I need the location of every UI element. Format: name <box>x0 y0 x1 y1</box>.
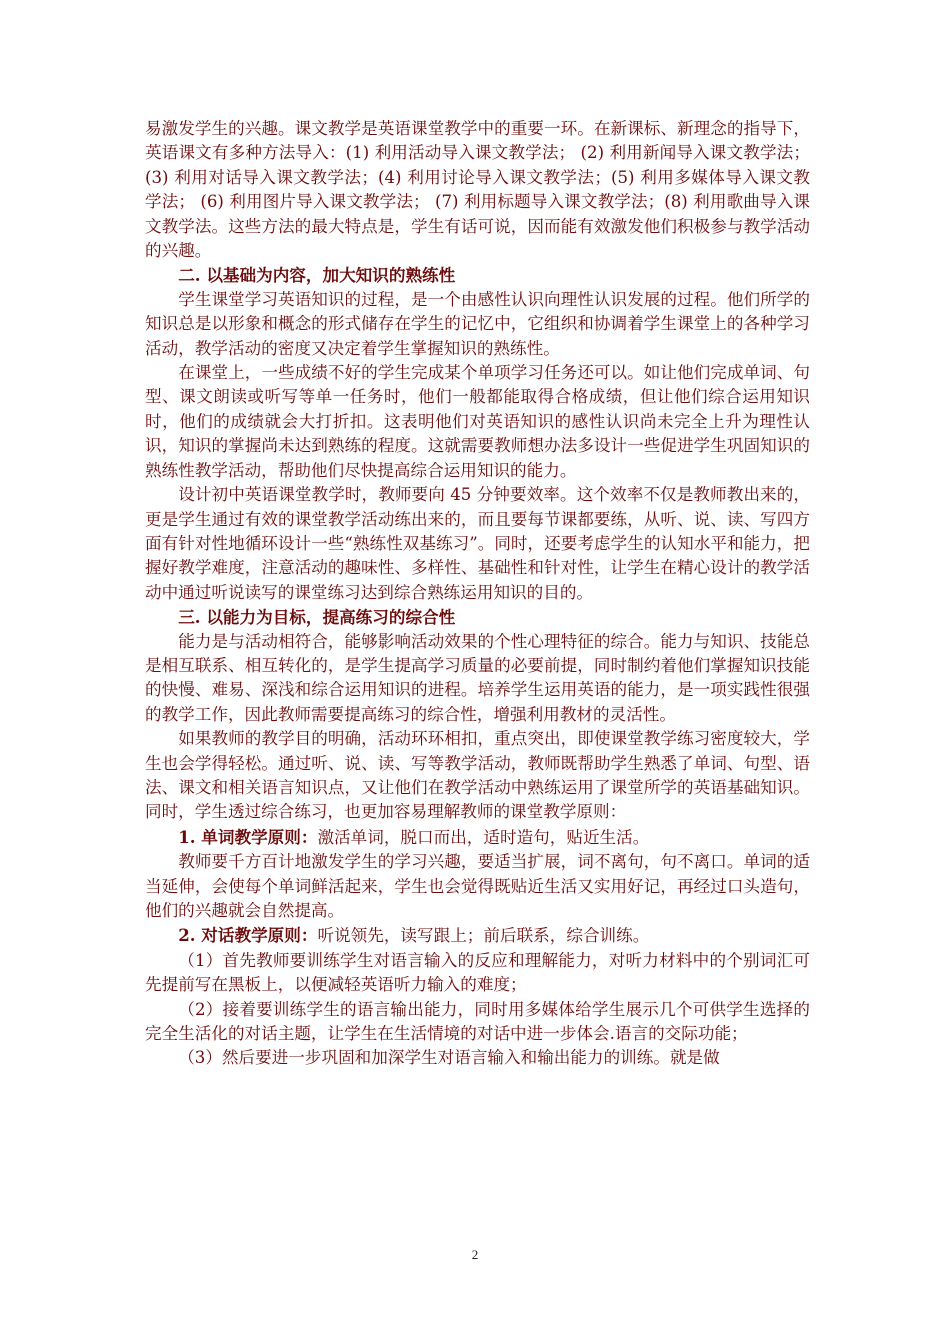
paragraph-intro: 易激发学生的兴趣。课文教学是英语课堂教学中的重要一环。在新课标、新理念的指导下，英语课文有多种方法导入：(1) 利用活动导入课文教学法； (2) 利用新闻导入课文教学法；(3) 利用对话导入课文教学法；(4) 利用讨论导入课文教学法；(5) 利用多媒体导入课文教学法； (6) 利用图片导入课文教学法； (7) 利用标题导入课文教学法；(8) 利用歌曲导入课文教学法。这些方法的最大特点是，学生有话可说，因而能有效激发他们积极参与教学活动的兴趣。 <box>145 119 810 261</box>
section-heading-2: 二. 以基础为内容，加大知识的熟练性 <box>178 265 456 286</box>
principle-label: 1. 单词教学原则： <box>178 826 318 847</box>
paragraph: 设计初中英语课堂教学时，教师要向 45 分钟要效率。这个效率不仅是教师教出来的，更是学生通过有效的课堂教学活动练出来的，而且要每节课都要练，从听、说、读、写四方面有针对性地循环设计一些“熟练性双基练习”。同时，还要考虑学生的认知水平和能力，把握好教学难度，注意活动的趣味性、多样性、基础性和针对性，让学生在精心设计的教学活动中通过听说读写的课堂练习达到综合熟练运用知识的目的。 <box>145 485 810 602</box>
principle-dialogue-teaching <box>145 923 810 948</box>
principle-text: 听说领先，读写跟上；前后联系，综合训练。 <box>317 926 650 946</box>
paragraph: 教师要千方百计地激发学生的学习兴趣，要适当扩展，词不离句，句不离口。单词的适当延伸，会使每个单词鲜活起来，学生也会觉得既贴近生活又实用好记，再经过口头造句，他们的兴趣就会自然提高。 <box>145 852 810 920</box>
paragraph: 能力是与活动相符合，能够影响活动效果的个性心理特征的综合。能力与知识、技能总是相互联系、相互转化的，是学生提高学习质量的必要前提，同时制约着他们掌握知识技能的快慢、难易、深浅和综合运用知识的进程。培养学生运用英语的能力，是一项实践性很强的教学工作，因此教师需要提高练习的综合性，增强利用教材的灵活性。 <box>145 631 810 724</box>
section-heading-3: 三. 以能力为目标，提高练习的综合性 <box>178 607 456 628</box>
paragraph: （1）首先教师要训练学生对语言输入的反应和理解能力，对听力材料中的个别词汇可先提前写在黑板上，以便减轻英语听力输入的难度； <box>145 950 810 995</box>
document-body <box>145 117 810 1071</box>
principle-text: 激活单词，脱口而出，适时造句，贴近生活。 <box>317 827 650 847</box>
paragraph: 学生课堂学习英语知识的过程，是一个由感性认识向理性认识发展的过程。他们所学的知识总是以形象和概念的形式储存在学生的记忆中，它组织和协调着学生课堂上的各种学习活动，教学活动的密度又决定着学生掌握知识的熟练性。 <box>145 289 810 358</box>
page-number: 2 <box>471 1247 479 1262</box>
paragraph: 在课堂上，一些成绩不好的学生完成某个单项学习任务还可以。如让他们完成单词、句型、课文朗读或听写等单一任务时，他们一般都能取得合格成绩，但让他们综合运用知识时，他们的成绩就会大打折扣。这表明他们对英语知识的感性认识尚未完全上升为理性认识，知识的掌握尚未达到熟练的程度。这就需要教师想办法多设计一些促进学生巩固知识的熟练性教学活动，帮助他们尽快提高综合运用知识的能力。 <box>145 363 810 480</box>
paragraph: 如果教师的教学目的明确，活动环环相扣，重点突出，即使课堂教学练习密度较大，学生也会学得轻松。通过听、说、读、写等教学活动，教师既帮助学生熟悉了单词、句型、语法、课文和相关语言知识点，又让他们在教学活动中熟练运用了课堂所学的英语基础知识。同时，学生透过综合练习，也更加容易理解教师的课堂教学原则： <box>145 729 810 822</box>
principle-word-teaching <box>145 825 810 850</box>
paragraph: （2）接着要训练学生的语言输出能力，同时用多媒体给学生展示几个可供学生选择的完全生活化的对话主题，让学生在生活情境的对话中进一步体会.语言的交际功能； <box>145 999 810 1044</box>
principle-label: 2. 对话教学原则： <box>178 925 318 946</box>
paragraph: （3）然后要进一步巩固和加深学生对语言输入和输出能力的训练。就是做 <box>178 1048 720 1068</box>
